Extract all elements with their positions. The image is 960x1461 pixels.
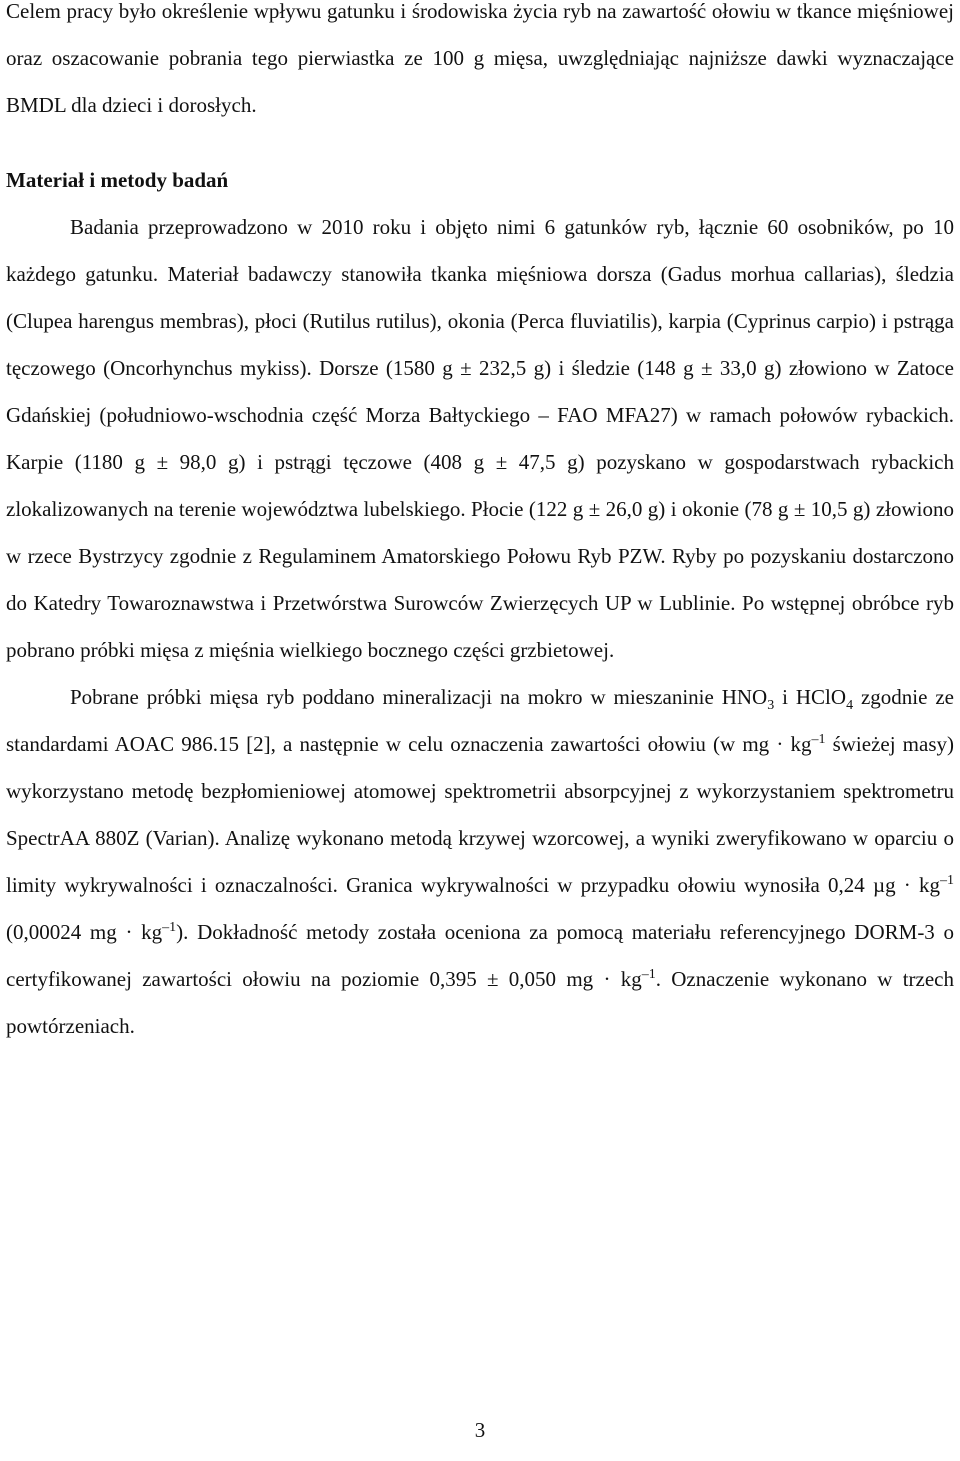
intro-paragraph: Celem pracy było określenie wpływu gatunku i środowiska życia ryb na zawartość ołowiu w tkance mięśniowej oraz oszacowanie pobrania tego pierwiastka ze 100 g mięsa, uwzględniając najniższe dawki wyznaczające BMDL dla dzieci i dorosłych. xyxy=(6,0,954,117)
methods-paragraph xyxy=(6,674,954,1050)
methods-superscript-3: –1 xyxy=(162,920,177,935)
methods-text-6: ). Dokładność metody została oceniona za pomocą materiału referencyjnego DORM-3 o certyfikowanej zawartości ołowiu na poziomie 0,395 ± 0,050 mg · kg xyxy=(6,920,954,991)
methods-text-7: . Oznaczenie wykonano w trzech powtórzeniach. xyxy=(6,967,954,1038)
methods-subscript-1: 3 xyxy=(767,698,775,714)
methods-superscript-1: –1 xyxy=(811,732,826,747)
methods-text-2: i HClO xyxy=(774,685,847,709)
document-page xyxy=(6,0,954,1050)
page-number: 3 xyxy=(474,1418,486,1442)
methods-text-5: (0,00024 mg · kg xyxy=(6,920,163,944)
methods-subscript-2: 4 xyxy=(846,698,854,714)
methods-text-4: świeżej masy) wykorzystano metodę bezpłomieniowej atomowej spektrometrii absorpcyjnej z wykorzystaniem spektrometru SpectrAA 880Z (Varian). Analizę wykonano metodą krzywej wzorcowej, a wyniki zweryfikowano w oparciu o limity wykrywalności i oznaczalności. Granica wykrywalności w przypadku ołowiu wynosiła 0,24 µg · kg xyxy=(6,732,954,897)
methods-text-1: Pobrane próbki mięsa ryb poddano mineralizacji na mokro w mieszaninie HNO xyxy=(70,685,768,709)
methods-superscript-4: –1 xyxy=(641,967,656,982)
methods-text-3: zgodnie ze standardami AOAC 986.15 [2], a następnie w celu oznaczenia zawartości ołowiu (w mg · kg xyxy=(6,685,954,756)
materials-paragraph: Badania przeprowadzono w 2010 roku i objęto nimi 6 gatunków ryb, łącznie 60 osobników, po 10 każdego gatunku. Materiał badawczy stanowiła tkanka mięśniowa dorsza (Gadus morhua callarias), śledzia (Clupea harengus membras), płoci (Rutilus rutilus), okonia (Perca fluviatilis), karpia (Cyprinus carpio) i pstrąga tęczowego (Oncorhynchus mykiss). Dorsze (1580 g ± 232,5 g) i śledzie (148 g ± 33,0 g) złowiono w Zatoce Gdańskiej (południowo-wschodnia część Morza Bałtyckiego – FAO MFA27) w ramach połowów rybackich. Karpie (1180 g ± 98,0 g) i pstrągi tęczowe (408 g ± 47,5 g) pozyskano w gospodarstwach rybackich zlokalizowanych na terenie województwa lubelskiego. Płocie (122 g ± 26,0 g) i okonie (78 g ± 10,5 g) złowiono w rzece Bystrzycy zgodnie z Regulaminem Amatorskiego Połowu Ryb PZW. Ryby po pozyskaniu dostarczono do Katedry Towaroznawstwa i Przetwórstwa Surowców Zwierzęcych UP w Lublinie. Po wstępnej obróbce ryb pobrano próbki mięsa z mięśnia wielkiego bocznego części grzbietowej. xyxy=(6,215,954,662)
section-heading: Materiał i metody badań xyxy=(6,168,229,192)
methods-superscript-2: –1 xyxy=(940,873,954,888)
